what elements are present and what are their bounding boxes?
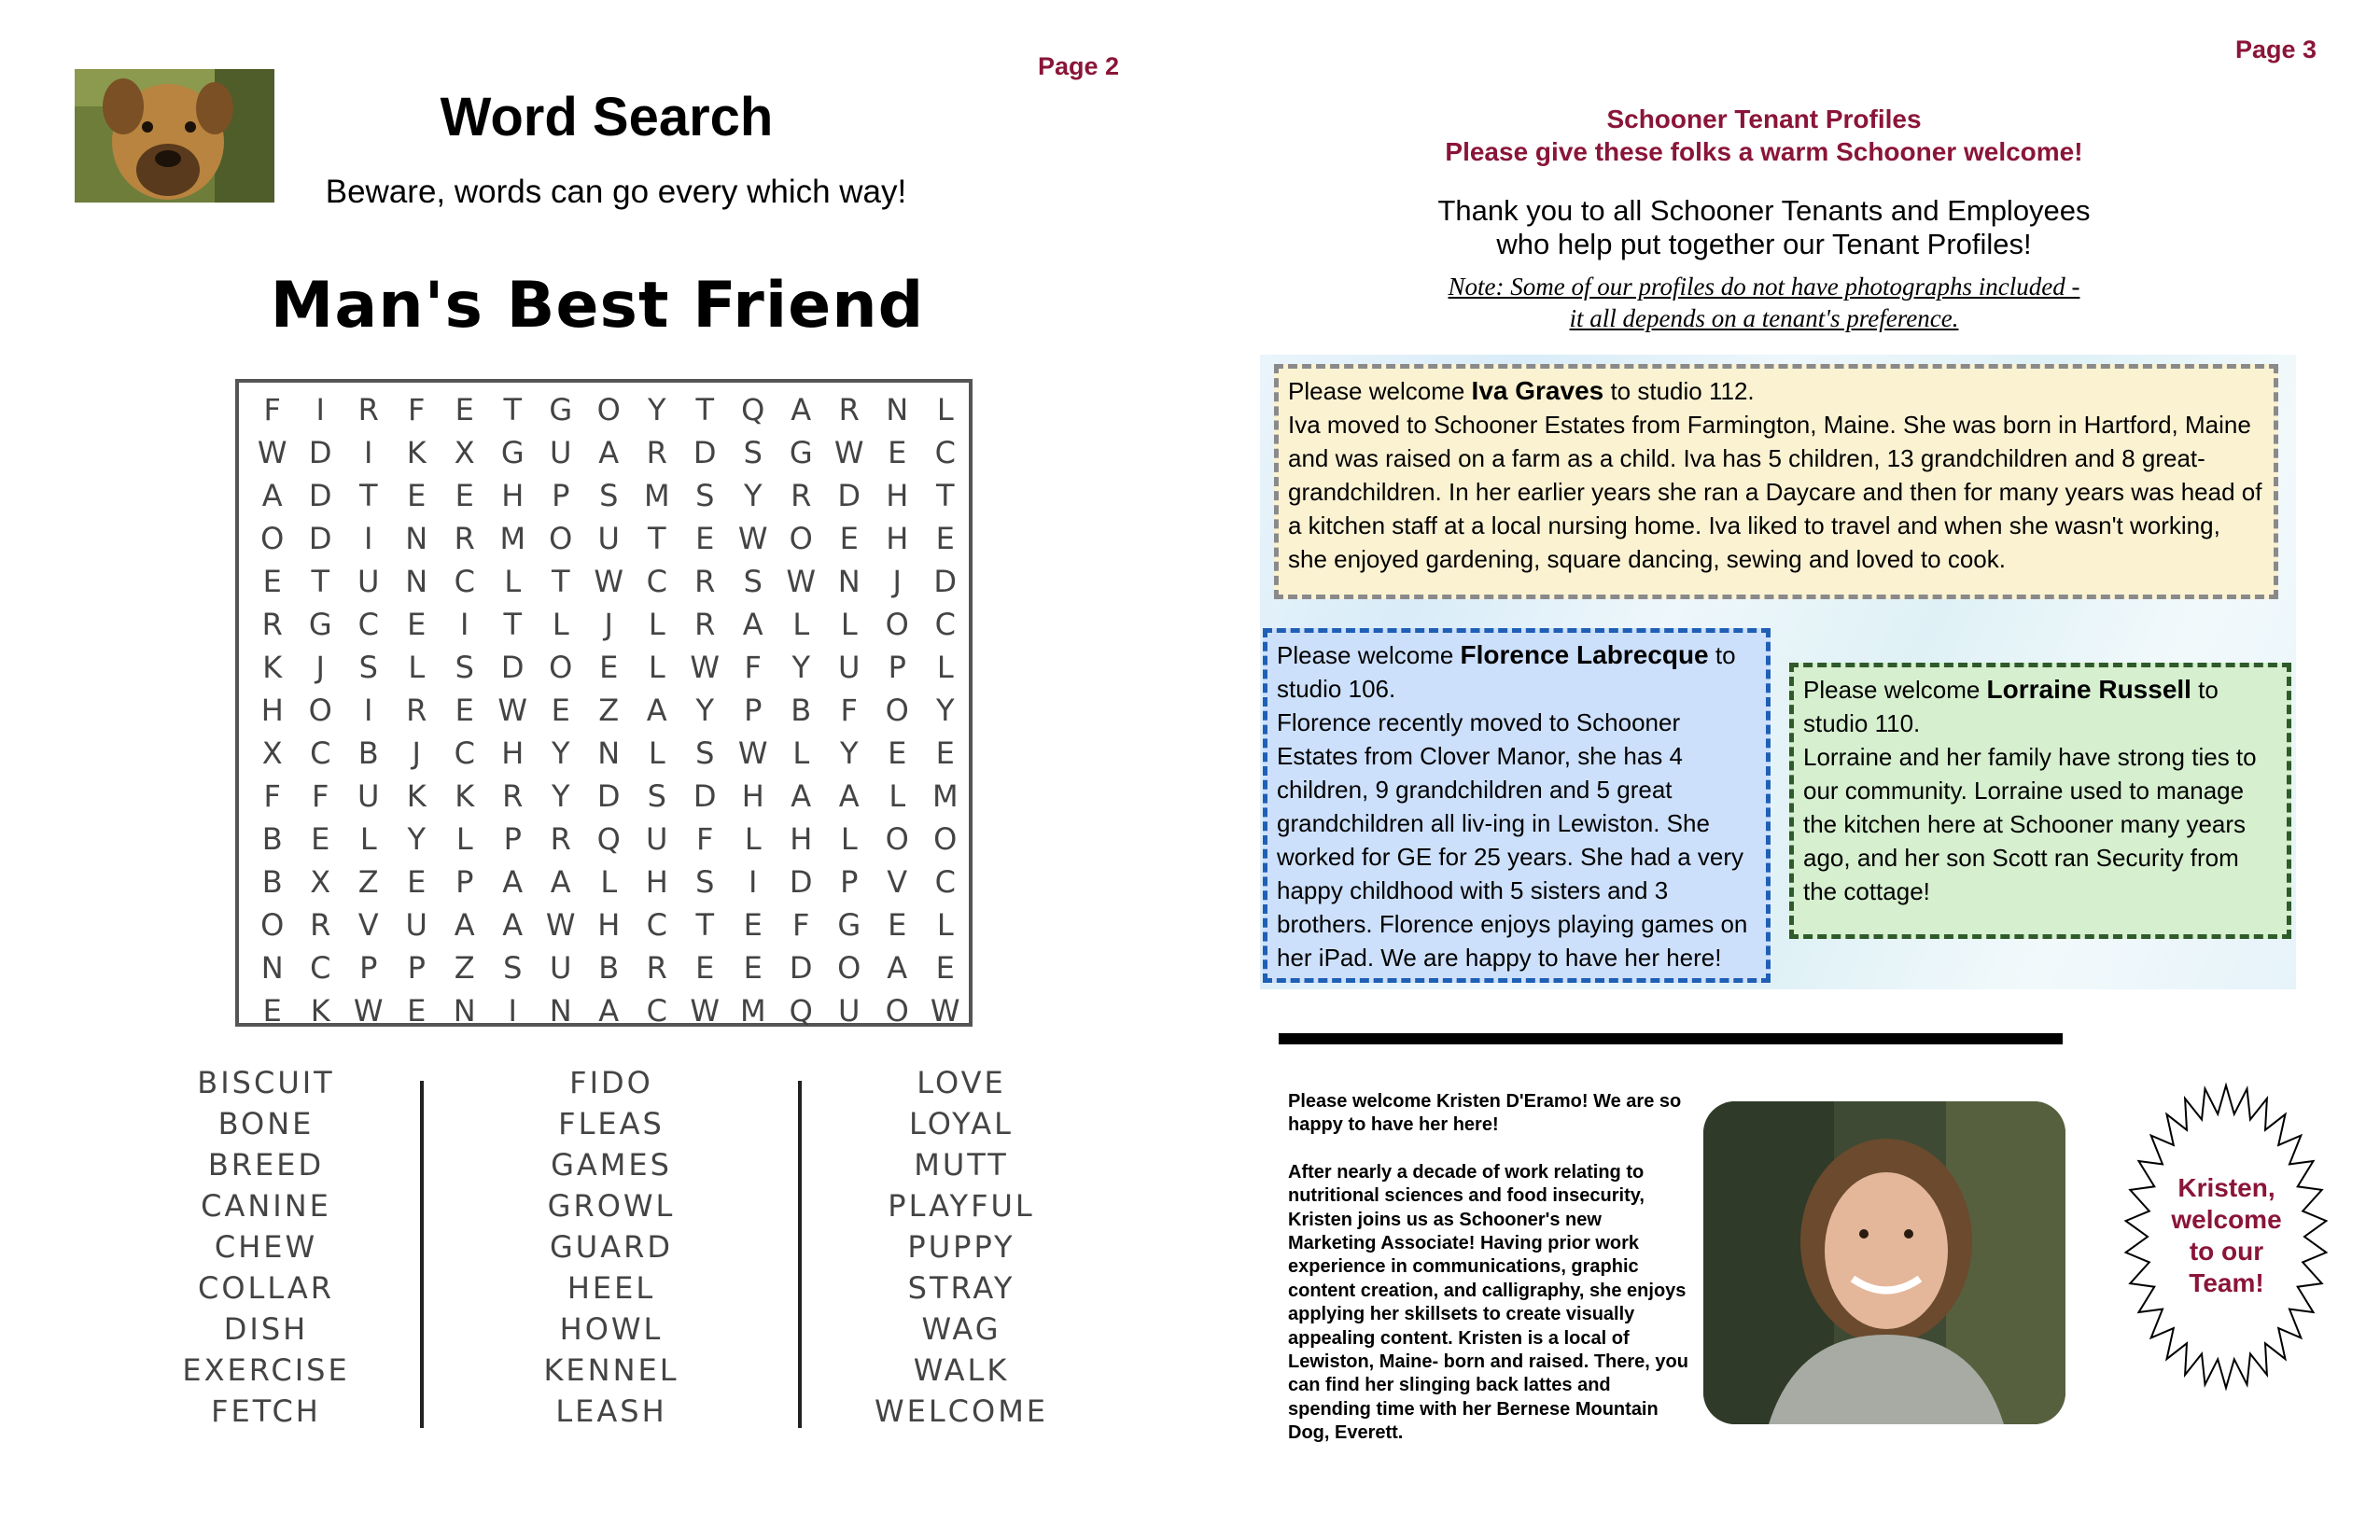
grid-letter: Y [551,735,570,771]
profile-name: Lorraine Russell [1986,675,2191,704]
grid-letter: E [551,693,570,728]
grid-letter: W [690,650,721,685]
grid-letter: D [789,864,813,900]
grid-letter: C [357,607,379,642]
grid-letter: O [596,392,621,427]
grid-letter: I [364,521,373,556]
grid-letter: Q [789,993,813,1029]
grid-letter: T [695,392,715,427]
grid-letter: A [598,435,620,470]
word-list-item: BREED [207,1147,325,1183]
grid-letter: U [357,564,380,599]
grid-letter: T [647,521,666,556]
section-divider [1279,1033,2063,1044]
grid-letter: I [508,993,517,1029]
photo-note [1288,271,2240,334]
profile-body: Florence recently moved to Schooner Estates from Clover Manor, she has 4 children, 9 grandchildren and 5 great grandchildren all liv-ing in Lewiston. She worked for GE for 25 years. She had a very happy childhood with 5 sisters and 3 brothers. Florence enjoys playing games on her iPad. We are happy to have her here! [1277,708,1748,972]
grid-letter: W [737,521,768,556]
grid-letter: L [408,650,426,685]
welcome-burst-text: Kristen, welcome to our Team! [2171,1173,2282,1297]
grid-letter: L [552,607,569,642]
grid-letter: U [550,950,572,986]
grid-letter: E [695,521,715,556]
grid-letter: Q [741,392,765,427]
grid-letter: R [646,435,667,470]
grid-letter: A [791,778,812,814]
grid-letter: P [407,950,426,986]
grid-letter: L [792,607,810,642]
grid-letter: S [599,478,619,513]
grid-letter: O [885,821,909,857]
grid-letter: B [598,950,620,986]
kristen-body: After nearly a decade of work relating to nutritional sciences and food insecurity, Kristen joins us as Schooner's new Marketing Associate! Having prior work experience in communications, graphic content creation, and calligraphy, she enjoys applying her skillsets to create visually appealing content. Kristen is a local of Lewiston, Maine- born and raised. There, you can find her slinging back lattes and spending time with her Bernese Mountain Dog, Everett. [1288,1161,1688,1444]
grid-letter: J [604,607,613,642]
profile-welcome-line: Please welcome Lorraine Russell to studio 110. [1803,675,2219,737]
grid-letter: I [749,864,758,900]
grid-letter: E [407,607,427,642]
kristen-intro: Please welcome Kristen D'Eramo! We are so happy to have her here! [1288,1091,1682,1136]
note-line-2: it all depends on a tenant's preference. [1569,304,1959,332]
grid-letter: E [839,521,859,556]
grid-letter: D [693,778,717,814]
grid-letter: E [407,993,427,1029]
grid-letter: O [885,607,909,642]
word-list-item: FETCH [211,1393,321,1429]
grid-letter: L [936,392,954,427]
word-list-item: PUPPY [907,1229,1015,1265]
grid-letter: P [840,864,859,900]
grid-letter: D [308,435,332,470]
grid-letter: O [885,693,909,728]
word-list-item: STRAY [907,1270,1015,1306]
word-list-item: MUTT [914,1147,1009,1183]
word-list-item: GUARD [550,1229,673,1265]
grid-letter: X [310,864,331,900]
grid-letter: S [743,435,763,470]
grid-letter: H [597,907,621,943]
word-list-item: EXERCISE [182,1352,350,1388]
profiles-heading [1288,103,2240,168]
grid-letter: L [840,821,858,857]
grid-letter: T [935,478,955,513]
grid-letter: Y [407,821,427,857]
grid-letter: R [406,693,427,728]
grid-letter: H [260,693,284,728]
grid-letter: I [315,392,325,427]
grid-letter: I [364,435,373,470]
grid-letter: W [594,564,624,599]
profile-body: Iva moved to Schooner Estates from Farmington, Maine. She was born in Hartford, Maine and was raised on a farm as a child. Iva has 5 children, 13 grandchildren and 8 great-grandchildren. In her earlier years she ran a Daycare and then for many years was head of a kitchen staff at a local nursing home. Iva liked to travel and when she wasn't working, she enjoyed gardening, square dancing, sewing and loved to cook. [1288,411,2262,573]
grid-letter: N [837,564,861,599]
grid-letter: W [545,907,576,943]
grid-letter: C [934,435,956,470]
word-list-item: WELCOME [874,1393,1049,1429]
grid-letter: A [550,864,571,900]
grid-letter: K [262,650,283,685]
grid-letter: H [790,821,813,857]
grid-letter: C [934,864,956,900]
grid-letter: N [260,950,284,986]
grid-letter: F [263,392,281,427]
grid-letter: O [308,693,332,728]
word-list-item: KENNEL [543,1352,679,1388]
grid-letter: S [743,564,763,599]
grid-letter: W [737,735,768,771]
grid-letter: V [887,864,908,900]
grid-letter: E [743,950,763,986]
grid-letter: H [501,478,525,513]
grid-letter: Y [695,693,715,728]
grid-letter: L [648,607,665,642]
grid-letter: N [405,521,428,556]
thanks-line-1: Thank you to all Schooner Tenants and Employees [1437,194,2091,227]
grid-letter: O [789,521,813,556]
grid-letter: J [412,735,421,771]
grid-letter: C [310,950,331,986]
word-search-subtitle: Beware, words can go every which way! [325,174,907,210]
profile-name: Iva Graves [1471,376,1604,405]
grid-letter: Z [598,693,620,728]
grid-letter: N [886,392,909,427]
grid-letter: E [888,907,907,943]
grid-letter: E [743,907,763,943]
word-list-item: HOWL [559,1311,664,1347]
grid-letter: N [453,993,476,1029]
profiles-title: Schooner Tenant Profiles [1606,105,1922,133]
grid-letter: S [647,778,666,814]
grid-letter: K [406,778,427,814]
grid-letter: S [695,478,715,513]
kristen-photo [1703,1101,2065,1424]
grid-letter: H [645,864,668,900]
grid-letter: C [310,735,331,771]
profile-card-florence-labrecque [1263,628,1771,983]
grid-letter: L [889,778,906,814]
grid-letter: P [503,821,522,857]
grid-letter: P [455,864,474,900]
profile-welcome-line: Please welcome Iva Graves to studio 112. [1288,376,1755,405]
grid-letter: A [598,993,620,1029]
grid-letter: Y [791,650,811,685]
grid-letter: O [837,950,861,986]
grid-letter: O [549,521,573,556]
note-line-1: Note: Some of our profiles do not have photographs included - [1448,273,2080,301]
grid-letter: Y [935,693,955,728]
grid-letter: W [930,993,960,1029]
kristen-profile-text [1288,1090,1689,1446]
grid-letter: U [838,993,861,1029]
grid-letter: E [695,950,715,986]
word-list-item: COLLAR [197,1270,335,1306]
word-list-item: DISH [223,1311,309,1347]
grid-letter: X [261,735,283,771]
grid-letter: E [599,650,619,685]
grid-letter: P [359,950,378,986]
grid-letter: M [739,993,766,1029]
grid-letter: D [933,564,958,599]
grid-letter: A [887,950,908,986]
grid-letter: G [789,435,813,470]
grid-letter: B [261,864,283,900]
grid-letter: F [744,650,762,685]
profile-card-iva-graves [1274,364,2278,599]
grid-letter: F [840,693,858,728]
grid-letter: A [502,864,524,900]
word-list-column-3 [821,1062,1101,1432]
grid-letter: A [261,478,283,513]
grid-letter: L [648,735,665,771]
grid-letter: C [454,735,475,771]
grid-letter: G [549,392,573,427]
grid-letter: S [695,864,715,900]
grid-letter: T [358,478,378,513]
word-list-item: WAG [921,1311,1001,1347]
grid-letter: A [791,392,812,427]
grid-letter: A [646,693,667,728]
grid-letter: E [311,821,330,857]
word-list-item: LOVE [917,1065,1006,1100]
grid-letter: L [936,907,954,943]
grid-letter: E [888,435,907,470]
word-list-item: CANINE [201,1188,331,1224]
grid-letter: N [549,993,572,1029]
grid-letter: U [550,435,572,470]
grid-letter: S [503,950,523,986]
grid-letter: U [597,521,620,556]
grid-letter: O [885,993,909,1029]
grid-letter: F [263,778,281,814]
grid-letter: P [888,650,906,685]
grid-letter: D [693,435,717,470]
grid-letter: E [455,478,474,513]
grid-letter: U [646,821,668,857]
grid-letter: A [502,907,524,943]
grid-letter: R [502,778,524,814]
grid-letter: R [550,821,571,857]
grid-letter: F [696,821,714,857]
grid-letter: I [460,607,469,642]
word-list-item: HEEL [567,1270,656,1306]
word-list-item: CHEW [214,1229,318,1265]
page-number-right: Page 3 [2235,35,2317,63]
grid-letter: U [838,650,861,685]
grid-letter: C [454,564,475,599]
grid-letter: P [552,478,570,513]
grid-letter: Y [743,478,763,513]
grid-letter: R [694,607,716,642]
column-divider [420,1081,424,1428]
grid-letter: Z [357,864,379,900]
grid-letter: A [742,607,763,642]
profiles-subtitle: Please give these folks a warm Schooner welcome! [1445,137,2083,166]
grid-letter: T [503,607,523,642]
thanks-line-2: who help put together our Tenant Profiles! [1496,228,2032,260]
grid-letter: W [257,435,287,470]
grid-letter: R [694,564,716,599]
grid-letter: O [260,521,285,556]
column-divider [798,1081,802,1428]
grid-letter: V [357,907,379,943]
grid-letter: R [838,392,860,427]
grid-letter: E [935,521,955,556]
grid-letter: L [359,821,377,857]
grid-letter: I [364,693,373,728]
grid-letter: C [646,993,667,1029]
grid-letter: T [311,564,330,599]
grid-letter: Y [647,392,666,427]
grid-letter: M [931,778,959,814]
grid-letter: U [357,778,380,814]
grid-letter: P [744,693,763,728]
word-list-item: FIDO [569,1065,653,1100]
grid-letter: C [934,607,956,642]
grid-letter: J [892,564,902,599]
grid-letter: E [888,735,907,771]
grid-letter: K [406,435,427,470]
profile-name: Florence Labrecque [1460,640,1709,669]
grid-letter: E [935,735,955,771]
profile-body: Lorraine and her family have strong ties to our community. Lorraine used to manage the kitchen here at Schooner many years ago, and her son Scott ran Security from the cottage! [1803,743,2257,905]
grid-letter: F [792,907,810,943]
grid-letter: U [405,907,427,943]
grid-letter: D [596,778,621,814]
grid-letter: L [936,650,954,685]
grid-letter: R [454,521,475,556]
grid-letter: K [310,993,330,1029]
word-list-item: PLAYFUL [888,1188,1035,1224]
grid-letter: O [260,907,285,943]
grid-letter: B [357,735,379,771]
grid-letter: J [315,650,325,685]
word-list-column-2 [471,1062,751,1432]
grid-letter: B [261,821,283,857]
grid-letter: G [837,907,861,943]
grid-letter: G [500,435,525,470]
grid-letter: W [497,693,528,728]
grid-letter: S [695,735,715,771]
grid-letter: D [500,650,525,685]
word-list-item: FLEAS [558,1106,665,1141]
grid-letter: L [455,821,473,857]
word-search-title: Word Search [440,87,774,147]
word-list-column-1 [126,1062,406,1432]
grid-letter: C [646,564,667,599]
grid-letter: L [648,650,665,685]
grid-letter: L [600,864,618,900]
grid-letter: Y [839,735,859,771]
grid-letter: W [786,564,817,599]
word-list-item: BISCUIT [197,1065,335,1100]
thanks-message [1288,194,2240,261]
grid-letter: F [408,392,426,427]
word-list-item: GROWL [547,1188,676,1224]
grid-letter: C [646,907,667,943]
grid-letter: L [840,607,858,642]
grid-letter: K [455,778,475,814]
word-list-item: LOYAL [909,1106,1014,1141]
word-list-item: BONE [217,1106,315,1141]
grid-letter: W [833,435,864,470]
grid-letter: Q [596,821,621,857]
word-list-item: WALK [913,1352,1010,1388]
grid-letter: O [549,650,573,685]
grid-letter: D [308,521,332,556]
profile-welcome-line: Please welcome Florence Labrecque to studio 106. [1277,640,1736,703]
grid-letter: W [353,993,384,1029]
grid-letter: D [789,950,813,986]
grid-letter: W [690,993,721,1029]
grid-letter: T [503,392,523,427]
grid-letter: H [886,521,909,556]
grid-letter: R [646,950,667,986]
grid-letter: A [838,778,860,814]
grid-letter: T [551,564,570,599]
grid-letter: T [695,907,715,943]
grid-letter: H [741,778,764,814]
grid-letter: G [308,607,332,642]
page-number-left: Page 2 [1038,52,1120,80]
grid-letter: E [455,392,474,427]
grid-letter: D [308,478,332,513]
letter-grid [235,379,973,1027]
grid-letter: L [504,564,522,599]
grid-letter: X [454,435,475,470]
grid-letter: M [643,478,670,513]
word-list-item: LEASH [555,1393,667,1429]
grid-letter: R [261,607,283,642]
grid-letter: H [501,735,525,771]
profile-card-lorraine-russell [1789,663,2291,939]
grid-letter: E [935,950,955,986]
grid-letter: Z [454,950,475,986]
grid-letter: R [791,478,812,513]
grid-letter: E [262,993,282,1029]
grid-letter: S [358,650,378,685]
grid-letter: E [407,864,427,900]
grid-letter: N [405,564,428,599]
grid-letter: S [455,650,474,685]
grid-letter: R [310,907,331,943]
grid-letter: L [744,821,762,857]
grid-letter: Y [551,778,570,814]
grid-letter: A [454,907,475,943]
grid-letter: H [886,478,909,513]
grid-letter: N [597,735,621,771]
grid-letter: E [407,478,427,513]
grid-letter: E [262,564,282,599]
grid-letter: D [837,478,861,513]
word-list-item: GAMES [551,1147,672,1183]
grid-letter: F [312,778,329,814]
grid-letter: O [933,821,958,857]
grid-letter: M [499,521,526,556]
grid-letter: R [357,392,379,427]
puzzle-title: Man's Best Friend [270,269,925,343]
grid-letter: E [455,693,474,728]
grid-letter: B [791,693,812,728]
grid-letter: L [792,735,810,771]
